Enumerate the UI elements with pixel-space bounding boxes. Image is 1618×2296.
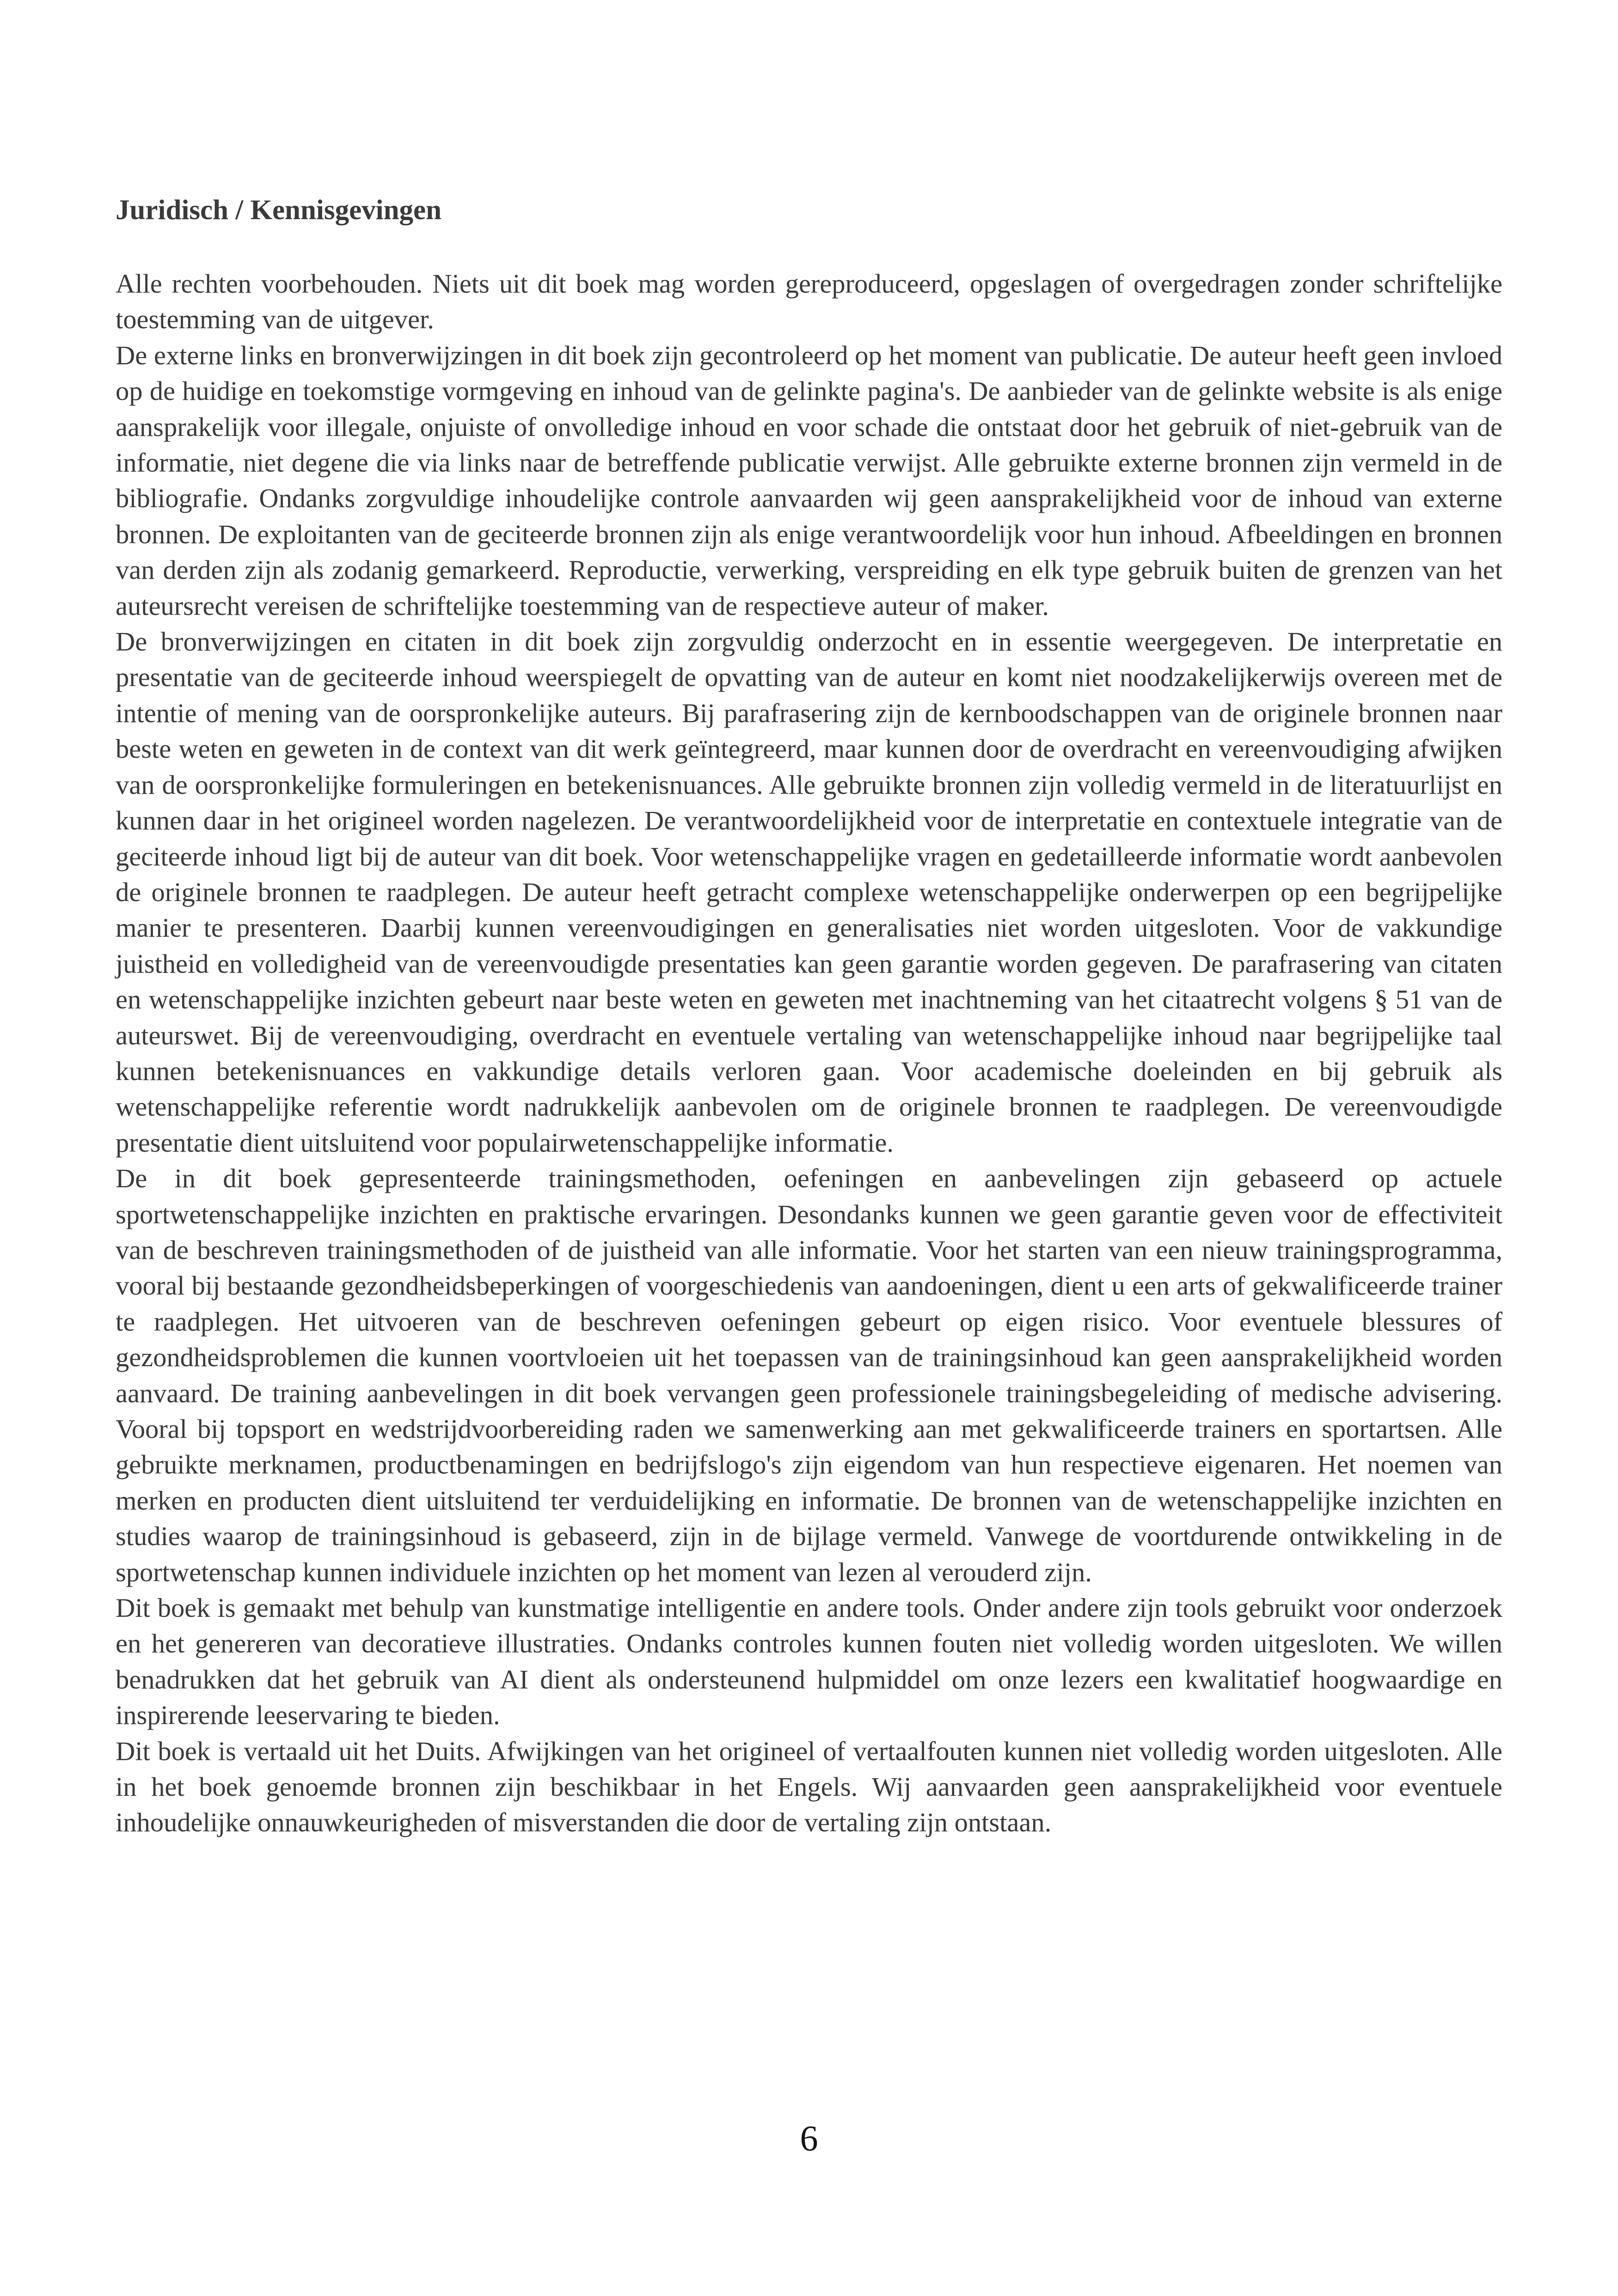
- paragraph-rights: Alle rechten voorbehouden. Niets uit dit boek mag worden gereproduceerd, opgeslagen of overgedragen zonder schriftelijke toestemming van de uitgever.: [116, 269, 1502, 335]
- page-number: 6: [800, 2118, 818, 2158]
- paragraph-citations: De bronverwijzingen en citaten in dit boek zijn zorgvuldig onderzocht en in essentie weergegeven. De interpretatie en presentatie van de geciteerde inhoud weerspiegelt de opvatting van de auteur en komt niet noodzakelijkerwijs overeen met de intentie of mening van de oorspronkelijke auteurs. Bij parafrasering zijn de kernboodschappen van de originele bronnen naar beste weten en geweten in de context van dit werk geïntegreerd, maar kunnen door de overdracht en vereenvoudiging afwijken van de oorspronkelijke formuleringen en betekenisnuances. Alle gebruikte bronnen zijn volledig vermeld in de literatuurlijst en kunnen daar in het origineel worden nagelezen. De verantwoordelijkheid voor de interpretatie en contextuele integratie van de geciteerde inhoud ligt bij de auteur van dit boek. Voor wetenschappelijke vragen en gedetailleerde informatie wordt aanbevolen de originele bronnen te raadplegen. De auteur heeft getracht complexe wetenschappelijke onderwerpen op een begrijpelijke manier te presenteren. Daarbij kunnen vereenvoudigingen en generalisaties niet worden uitgesloten. Voor de vakkundige juistheid en volledigheid van de vereenvoudigde presentaties kan geen garantie worden gegeven. De parafrasering van citaten en wetenschappelijke inzichten gebeurt naar beste weten en geweten met inachtneming van het citaatrecht volgens § 51 van de auteurswet. Bij de vereenvoudiging, overdracht en eventuele vertaling van wetenschappelijke inhoud naar begrijpelijke taal kunnen betekenisnuances en vakkundige details verloren gaan. Voor academische doeleinden en bij gebruik als wetenschappelijke referentie wordt nadrukkelijk aanbevolen om de originele bronnen te raadplegen. De vereenvoudigde presentatie dient uitsluitend voor populairwetenschappelijke informatie.: [116, 626, 1502, 1158]
- paragraph-ai-usage: Dit boek is gemaakt met behulp van kunstmatige intelligentie en andere tools. Onder andere zijn tools gebruikt voor onderzoek en het genereren van decoratieve illustraties. Ondanks controles kunnen fouten niet volledig worden uitgesloten. We willen benadrukken dat het gebruik van AI dient als ondersteunend hulpmiddel om onze lezers een kwalitatief hoogwaardige en inspirerende leeservaring te bieden.: [116, 1593, 1502, 1731]
- page-content: [116, 192, 1502, 1841]
- section-heading: Juridisch / Kennisgevingen: [116, 195, 442, 226]
- paragraph-external-links: De externe links en bronverwijzingen in dit boek zijn gecontroleerd op het moment van publicatie. De auteur heeft geen invloed op de huidige en toekomstige vormgeving en inhoud van de gelinkte pagina's. De aanbieder van de gelinkte website is als enige aansprakelijk voor illegale, onjuiste of onvolledige inhoud en voor schade die ontstaat door het gebruik of niet-gebruik van de informatie, niet degene die via links naar de betreffende publicatie verwijst. Alle gebruikte externe bronnen zijn vermeld in de bibliografie. Ondanks zorgvuldige inhoudelijke controle aanvaarden wij geen aansprakelijkheid voor de inhoud van externe bronnen. De exploitanten van de geciteerde bronnen zijn als enige verantwoordelijk voor hun inhoud. Afbeeldingen en bronnen van derden zijn als zodanig gemarkeerd. Reproductie, verwerking, verspreiding en elk type gebruik buiten de grenzen van het auteursrecht vereisen de schriftelijke toestemming van de respectieve auteur of maker.: [116, 340, 1502, 621]
- paragraph-training-disclaimer: De in dit boek gepresenteerde trainingsmethoden, oefeningen en aanbevelingen zijn gebaseerd op actuele sportwetenschappelijke inzichten en praktische ervaringen. Desondanks kunnen we geen garantie geven voor de effectiviteit van de beschreven trainingsmethoden of de juistheid van alle informatie. Voor het starten van een nieuw trainingsprogramma, vooral bij bestaande gezondheidsbeperkingen of voorgeschiedenis van aandoeningen, dient u een arts of gekwalificeerde trainer te raadplegen. Het uitvoeren van de beschreven oefeningen gebeurt op eigen risico. Voor eventuele blessures of gezondheidsproblemen die kunnen voortvloeien uit het toepassen van de trainingsinhoud kan geen aansprakelijkheid worden aanvaard. De training aanbevelingen in dit boek vervangen geen professionele trainingsbegeleiding of medische advisering. Vooral bij topsport en wedstrijdvoorbereiding raden we samenwerking aan met gekwalificeerde trainers en sportartsen. Alle gebruikte merknamen, productbenamingen en bedrijfslogo's zijn eigendom van hun respectieve eigenaren. Het noemen van merken en producten dient uitsluitend ter verduidelijking en informatie. De bronnen van de wetenschappelijke inzichten en studies waarop de trainingsinhoud is gebaseerd, zijn in de bijlage vermeld. Vanwege de voortdurende ontwikkeling in de sportwetenschap kunnen individuele inzichten op het moment van lezen al verouderd zijn.: [116, 1163, 1502, 1587]
- paragraph-translation: Dit boek is vertaald uit het Duits. Afwijkingen van het origineel of vertaalfouten kunnen niet volledig worden uitgesloten. Alle in het boek genoemde bronnen zijn beschikbaar in het Engels. Wij aanvaarden geen aansprakelijkheid voor eventuele inhoudelijke onnauwkeurigheden of misverstanden die door de vertaling zijn ontstaan.: [116, 1736, 1502, 1838]
